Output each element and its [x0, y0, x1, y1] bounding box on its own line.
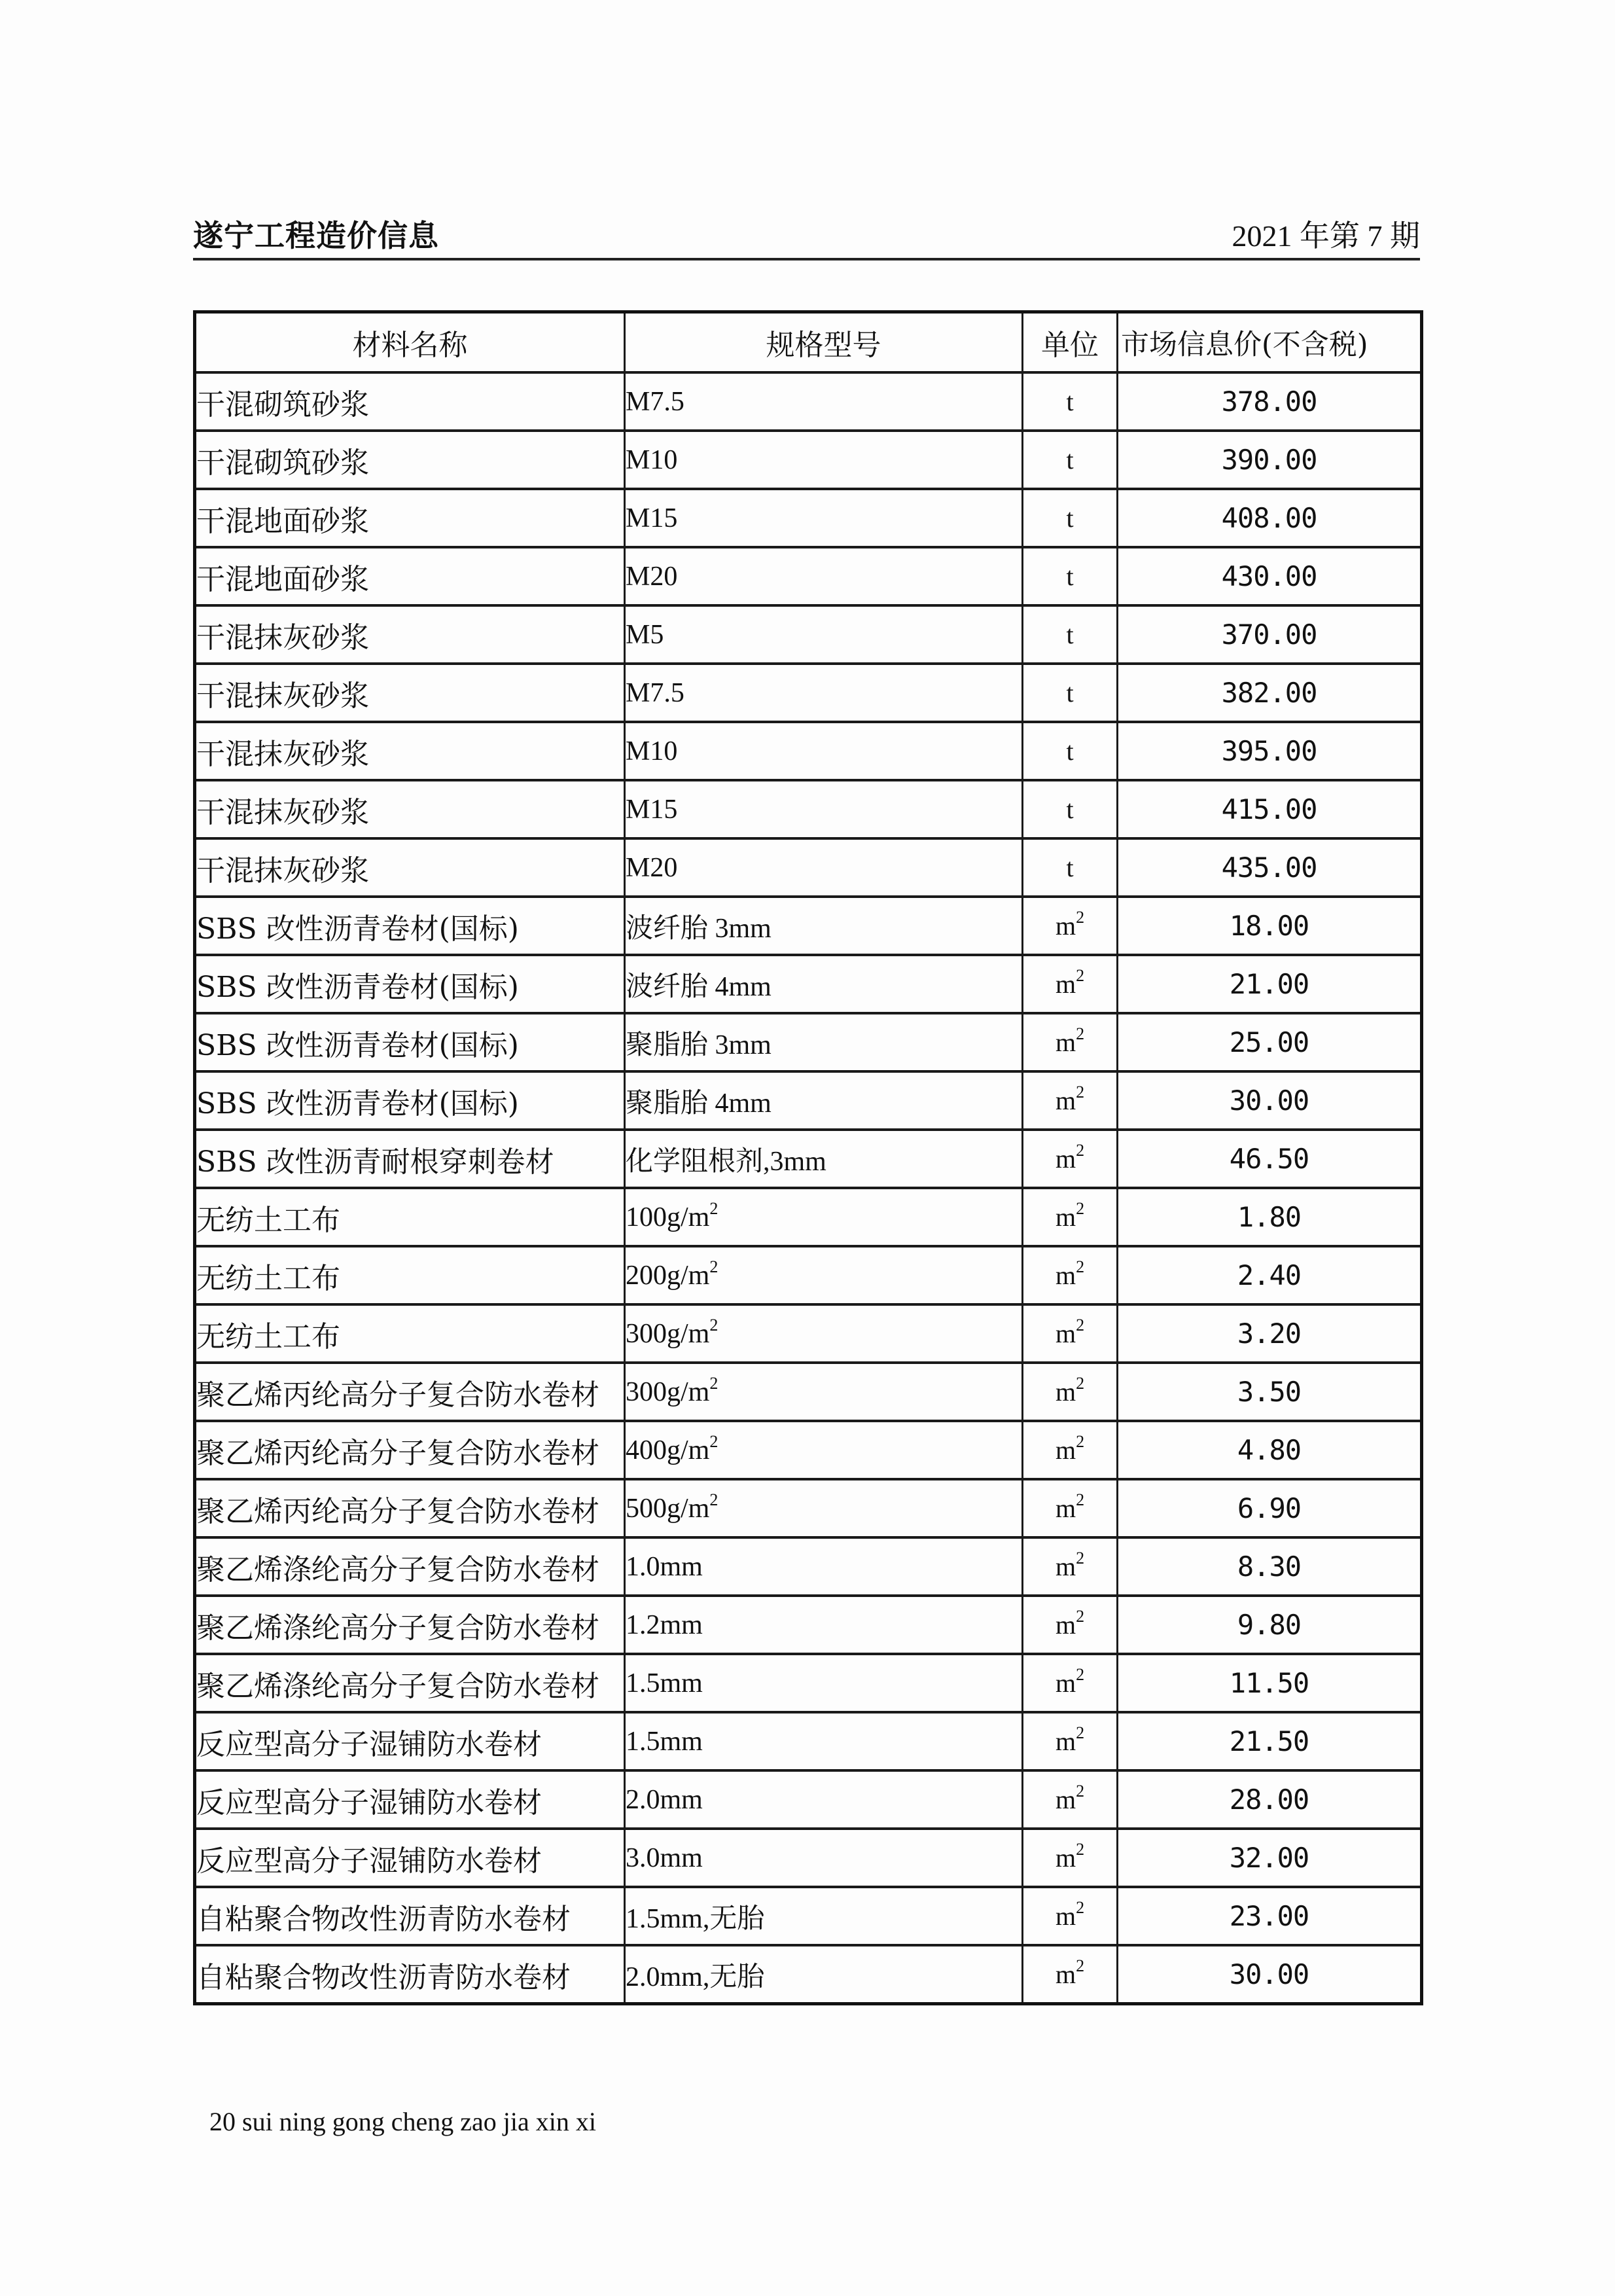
cell-spec [625, 664, 1023, 722]
cell-spec-text: 2.0mm,无胎 [626, 1962, 765, 1992]
column-header-material-name: 材料名称 [195, 312, 625, 373]
superscript-exponent: 2 [1076, 1723, 1085, 1742]
cell-spec [625, 1246, 1023, 1304]
cell-spec [625, 1945, 1023, 2004]
cell-unit-text: m [1055, 1901, 1076, 1931]
cell-price [1118, 1654, 1422, 1712]
cell-spec [625, 780, 1023, 838]
cell-unit-text: m [1055, 969, 1076, 999]
cell-price-text: 21.00 [1229, 968, 1309, 1000]
cell-price [1118, 1479, 1422, 1537]
superscript-exponent: 2 [709, 1315, 719, 1335]
cell-spec-text: 聚脂胎 3mm [626, 1030, 772, 1060]
cell-unit [1023, 955, 1118, 1013]
cell-material-name [195, 1712, 625, 1770]
cell-spec-text: 1.5mm [626, 1726, 703, 1757]
cell-material-name-text: SBS 改性沥青卷材(国标) [196, 1086, 519, 1121]
cell-price [1118, 722, 1422, 780]
table-row [195, 1770, 1422, 1829]
cell-spec-text: 200g/m [626, 1260, 710, 1291]
superscript-exponent: 2 [1076, 908, 1085, 927]
cell-unit [1023, 1188, 1118, 1246]
cell-material-name [195, 1479, 625, 1537]
cell-unit-text: m [1055, 1960, 1076, 1989]
cell-spec [625, 838, 1023, 897]
cell-spec-text: M20 [626, 852, 678, 883]
cell-spec [625, 1130, 1023, 1188]
cell-unit [1023, 1712, 1118, 1770]
cell-spec-text: 波纤胎 3mm [626, 913, 772, 944]
table-row [195, 1363, 1422, 1421]
cell-material-name [195, 1188, 625, 1246]
cell-spec [625, 1421, 1023, 1479]
cell-unit [1023, 780, 1118, 838]
cell-unit-text: m [1055, 1843, 1076, 1873]
cell-spec-text: 400g/m [626, 1435, 710, 1465]
table-row [195, 1130, 1422, 1188]
cell-spec-text: M7.5 [626, 677, 684, 708]
cell-price [1118, 431, 1422, 489]
cell-unit [1023, 897, 1118, 955]
table-row [195, 838, 1422, 897]
cell-price [1118, 1887, 1422, 1945]
cell-material-name [195, 722, 625, 780]
cell-price [1118, 372, 1422, 431]
cell-price [1118, 780, 1422, 838]
table-row [195, 372, 1422, 431]
cell-material-name-text: SBS 改性沥青耐根穿刺卷材 [196, 1145, 554, 1179]
cell-material-name [195, 664, 625, 722]
cell-spec [625, 605, 1023, 664]
cell-spec-text: 2.0mm [626, 1784, 703, 1815]
superscript-exponent: 2 [1076, 1956, 1085, 1975]
cell-material-name [195, 780, 625, 838]
cell-spec-text: M20 [626, 561, 678, 592]
cell-unit [1023, 1421, 1118, 1479]
cell-spec [625, 372, 1023, 431]
cell-price [1118, 1712, 1422, 1770]
cell-spec-text: 3.0mm [626, 1842, 703, 1873]
cell-unit [1023, 1770, 1118, 1829]
cell-spec-text: 1.5mm,无胎 [626, 1903, 765, 1934]
cell-price [1118, 1829, 1422, 1887]
cell-spec [625, 1596, 1023, 1654]
cell-unit-text: m [1055, 1144, 1076, 1174]
superscript-exponent: 2 [1076, 1199, 1085, 1218]
cell-material-name-text: 干混抹灰砂浆 [196, 679, 369, 713]
cell-spec [625, 897, 1023, 955]
cell-unit-text: m [1055, 1435, 1076, 1465]
cell-unit [1023, 605, 1118, 664]
cell-material-name-text: 干混抹灰砂浆 [196, 620, 369, 655]
cell-price-text: 18.00 [1229, 910, 1309, 942]
superscript-exponent: 2 [1076, 1607, 1085, 1626]
cell-unit-text: t [1066, 503, 1074, 533]
column-header-price: 市场信息价(不含税) [1118, 312, 1422, 373]
cell-unit [1023, 1246, 1118, 1304]
cell-material-name-text: 聚乙烯涤纶高分子复合防水卷材 [196, 1552, 599, 1587]
cell-unit-text: t [1066, 620, 1074, 649]
cell-spec [625, 431, 1023, 489]
page-number: 20 [209, 2107, 236, 2136]
cell-unit [1023, 1130, 1118, 1188]
superscript-exponent: 2 [1076, 1432, 1085, 1451]
cell-price-text: 32.00 [1229, 1842, 1309, 1874]
cell-unit-text: t [1066, 795, 1074, 824]
cell-material-name-text: 聚乙烯涤纶高分子复合防水卷材 [196, 1669, 599, 1703]
cell-material-name [195, 1130, 625, 1188]
cell-price [1118, 955, 1422, 1013]
superscript-exponent: 2 [1076, 1840, 1085, 1859]
superscript-exponent: 2 [1076, 1257, 1085, 1276]
footer-text: sui ning gong cheng zao jia xin xi [242, 2107, 597, 2136]
column-header-unit: 单位 [1023, 312, 1118, 373]
cell-spec [625, 1887, 1023, 1945]
cell-price [1118, 1945, 1422, 2004]
cell-material-name-text: 聚乙烯丙纶高分子复合防水卷材 [196, 1378, 599, 1412]
cell-material-name-text: 自粘聚合物改性沥青防水卷材 [196, 1960, 571, 1994]
cell-spec-text: 波纤胎 4mm [626, 971, 772, 1002]
cell-material-name [195, 1537, 625, 1596]
cell-material-name-text: 聚乙烯丙纶高分子复合防水卷材 [196, 1436, 599, 1470]
cell-price-text: 8.30 [1237, 1551, 1302, 1583]
superscript-exponent: 2 [709, 1373, 719, 1393]
page-footer [209, 2106, 596, 2137]
cell-material-name-text: 无纺土工布 [196, 1261, 340, 1295]
issue-label: 2021 年第 7 期 [1232, 219, 1420, 253]
cell-price-text: 6.90 [1237, 1492, 1302, 1524]
cell-material-name-text: 聚乙烯丙纶高分子复合防水卷材 [196, 1494, 599, 1528]
table-row [195, 1071, 1422, 1130]
cell-unit-text: t [1066, 387, 1074, 416]
cell-unit [1023, 664, 1118, 722]
superscript-exponent: 2 [709, 1490, 719, 1509]
cell-unit [1023, 372, 1118, 431]
cell-material-name [195, 1363, 625, 1421]
cell-unit-text: t [1066, 445, 1074, 475]
table-row [195, 1596, 1422, 1654]
cell-spec-text: M15 [626, 794, 678, 825]
cell-spec-text: 300g/m [626, 1318, 710, 1349]
cell-unit [1023, 1654, 1118, 1712]
cell-price-text: 395.00 [1221, 735, 1317, 767]
cell-material-name [195, 1071, 625, 1130]
table-row [195, 955, 1422, 1013]
cell-spec [625, 1013, 1023, 1071]
cell-price [1118, 1071, 1422, 1130]
cell-price [1118, 1188, 1422, 1246]
superscript-exponent: 2 [1076, 1898, 1085, 1917]
cell-unit [1023, 1304, 1118, 1363]
cell-unit-text: m [1055, 1319, 1076, 1348]
cell-unit [1023, 547, 1118, 605]
cell-spec-text: M10 [626, 736, 678, 766]
cell-price [1118, 1537, 1422, 1596]
cell-unit [1023, 1829, 1118, 1887]
superscript-exponent: 2 [709, 1431, 719, 1451]
cell-spec-text: 500g/m [626, 1493, 710, 1524]
cell-material-name-text: SBS 改性沥青卷材(国标) [196, 970, 519, 1004]
cell-unit-text: t [1066, 678, 1074, 708]
cell-unit-text: m [1055, 1494, 1076, 1523]
cell-material-name [195, 1246, 625, 1304]
table-row [195, 1712, 1422, 1770]
cell-material-name [195, 372, 625, 431]
cell-price [1118, 489, 1422, 547]
cell-price-text: 30.00 [1229, 1958, 1309, 1990]
cell-material-name-text: SBS 改性沥青卷材(国标) [196, 912, 519, 946]
cell-price [1118, 1013, 1422, 1071]
cell-material-name [195, 838, 625, 897]
cell-price [1118, 838, 1422, 897]
table-row [195, 1479, 1422, 1537]
cell-unit-text: m [1055, 911, 1076, 941]
cell-material-name-text: 干混地面砂浆 [196, 562, 369, 596]
superscript-exponent: 2 [709, 1198, 719, 1218]
cell-price [1118, 1421, 1422, 1479]
cell-unit [1023, 489, 1118, 547]
cell-spec [625, 1479, 1023, 1537]
cell-price [1118, 664, 1422, 722]
cell-material-name [195, 1654, 625, 1712]
cell-material-name [195, 1421, 625, 1479]
cell-unit-text: m [1055, 1028, 1076, 1057]
cell-spec-text: M10 [626, 444, 678, 475]
table-row [195, 780, 1422, 838]
cell-material-name-text: 干混地面砂浆 [196, 504, 369, 538]
table-row [195, 722, 1422, 780]
cell-price-text: 2.40 [1237, 1259, 1302, 1291]
table-row [195, 897, 1422, 955]
cell-price-text: 21.50 [1229, 1725, 1309, 1757]
cell-price [1118, 1130, 1422, 1188]
cell-price-text: 11.50 [1229, 1667, 1309, 1699]
cell-price [1118, 1596, 1422, 1654]
table-row [195, 664, 1422, 722]
cell-spec-text: 化学阻根剂,3mm [626, 1146, 826, 1177]
cell-price [1118, 1304, 1422, 1363]
cell-price-text: 378.00 [1221, 386, 1317, 418]
cell-unit-text: t [1066, 562, 1074, 591]
cell-spec [625, 1363, 1023, 1421]
cell-price [1118, 605, 1422, 664]
cell-spec [625, 1304, 1023, 1363]
superscript-exponent: 2 [1076, 1549, 1085, 1568]
cell-material-name-text: 聚乙烯涤纶高分子复合防水卷材 [196, 1611, 599, 1645]
cell-material-name-text: 反应型高分子湿铺防水卷材 [196, 1785, 542, 1820]
cell-unit-text: m [1055, 1552, 1076, 1581]
cell-price [1118, 1770, 1422, 1829]
cell-unit-text: t [1066, 736, 1074, 766]
cell-price-text: 408.00 [1221, 502, 1317, 534]
cell-price-text: 382.00 [1221, 677, 1317, 709]
cell-price-text: 390.00 [1221, 444, 1317, 476]
cell-price-text: 370.00 [1221, 619, 1317, 651]
cell-price [1118, 1246, 1422, 1304]
cell-unit-text: m [1055, 1610, 1076, 1640]
cell-material-name [195, 955, 625, 1013]
table-row [195, 1188, 1422, 1246]
cell-spec-text: 100g/m [626, 1202, 710, 1232]
cell-material-name-text: 反应型高分子湿铺防水卷材 [196, 1727, 542, 1761]
superscript-exponent: 2 [709, 1257, 719, 1276]
superscript-exponent: 2 [1076, 1665, 1085, 1684]
cell-spec [625, 1712, 1023, 1770]
cell-unit [1023, 1479, 1118, 1537]
cell-material-name [195, 547, 625, 605]
cell-price-text: 435.00 [1221, 852, 1317, 884]
superscript-exponent: 2 [1076, 1141, 1085, 1160]
cell-spec-text: 聚脂胎 4mm [626, 1088, 772, 1119]
cell-unit-text: m [1055, 1668, 1076, 1698]
cell-price-text: 46.50 [1229, 1143, 1309, 1175]
cell-unit-text: m [1055, 1086, 1076, 1115]
table-row [195, 1421, 1422, 1479]
cell-material-name-text: SBS 改性沥青卷材(国标) [196, 1028, 519, 1062]
table-row [195, 1829, 1422, 1887]
cell-material-name-text: 干混砌筑砂浆 [196, 446, 369, 480]
running-header [193, 208, 1420, 255]
cell-unit [1023, 1945, 1118, 2004]
cell-material-name-text: 无纺土工布 [196, 1319, 340, 1354]
cell-material-name-text: 干混抹灰砂浆 [196, 853, 369, 888]
price-table [193, 310, 1423, 2005]
cell-unit [1023, 1537, 1118, 1596]
table-row [195, 1246, 1422, 1304]
cell-unit [1023, 838, 1118, 897]
cell-spec [625, 1829, 1023, 1887]
table-row [195, 605, 1422, 664]
cell-price-text: 25.00 [1229, 1026, 1309, 1058]
cell-unit [1023, 431, 1118, 489]
cell-material-name-text: 干混抹灰砂浆 [196, 795, 369, 829]
cell-material-name [195, 605, 625, 664]
cell-spec-text: 300g/m [626, 1376, 710, 1407]
cell-material-name [195, 1013, 625, 1071]
cell-material-name-text: 无纺土工布 [196, 1203, 340, 1237]
cell-spec-text: 1.0mm [626, 1551, 703, 1582]
cell-price-text: 4.80 [1237, 1434, 1302, 1466]
cell-spec-text: 1.2mm [626, 1609, 703, 1640]
publication-title: 遂宁工程造价信息 [193, 218, 439, 253]
cell-unit [1023, 1596, 1118, 1654]
cell-spec [625, 1654, 1023, 1712]
cell-unit-text: m [1055, 1261, 1076, 1290]
cell-material-name [195, 1945, 625, 2004]
table-row [195, 1654, 1422, 1712]
table-body [195, 372, 1422, 2004]
cell-price [1118, 547, 1422, 605]
cell-unit [1023, 1071, 1118, 1130]
cell-material-name [195, 1887, 625, 1945]
superscript-exponent: 2 [1076, 1782, 1085, 1801]
table-row [195, 1537, 1422, 1596]
column-header-spec: 规格型号 [625, 312, 1023, 373]
cell-unit-text: m [1055, 1202, 1076, 1232]
cell-price-text: 30.00 [1229, 1085, 1309, 1117]
cell-material-name [195, 1770, 625, 1829]
cell-unit-text: t [1066, 853, 1074, 882]
table-row [195, 431, 1422, 489]
cell-spec-text: M5 [626, 619, 664, 650]
cell-spec [625, 1770, 1023, 1829]
cell-unit [1023, 1887, 1118, 1945]
cell-spec [625, 722, 1023, 780]
cell-unit [1023, 1013, 1118, 1071]
table-header-row [195, 312, 1422, 373]
cell-price-text: 430.00 [1221, 560, 1317, 592]
cell-material-name [195, 1596, 625, 1654]
header-rule [193, 258, 1420, 260]
cell-material-name [195, 1829, 625, 1887]
cell-price-text: 415.00 [1221, 793, 1317, 825]
cell-price [1118, 1363, 1422, 1421]
cell-spec [625, 489, 1023, 547]
cell-price-text: 28.00 [1229, 1784, 1309, 1816]
cell-spec-text: M15 [626, 503, 678, 533]
cell-material-name [195, 489, 625, 547]
superscript-exponent: 2 [1076, 1316, 1085, 1335]
table-row [195, 1887, 1422, 1945]
cell-unit-text: m [1055, 1727, 1076, 1756]
cell-spec [625, 1537, 1023, 1596]
superscript-exponent: 2 [1076, 1083, 1085, 1102]
table-row [195, 547, 1422, 605]
cell-price-text: 1.80 [1237, 1201, 1302, 1233]
cell-spec [625, 1188, 1023, 1246]
cell-price-text: 23.00 [1229, 1900, 1309, 1932]
superscript-exponent: 2 [1076, 966, 1085, 985]
cell-unit [1023, 722, 1118, 780]
cell-price-text: 3.50 [1237, 1376, 1302, 1408]
cell-spec [625, 1071, 1023, 1130]
cell-material-name-text: 自粘聚合物改性沥青防水卷材 [196, 1902, 571, 1936]
cell-spec-text: 1.5mm [626, 1668, 703, 1698]
cell-material-name [195, 431, 625, 489]
cell-material-name-text: 反应型高分子湿铺防水卷材 [196, 1844, 542, 1878]
cell-spec [625, 547, 1023, 605]
cell-price-text: 3.20 [1237, 1318, 1302, 1350]
superscript-exponent: 2 [1076, 1024, 1085, 1043]
cell-price-text: 9.80 [1237, 1609, 1302, 1641]
superscript-exponent: 2 [1076, 1490, 1085, 1509]
cell-material-name [195, 897, 625, 955]
table-row [195, 1304, 1422, 1363]
cell-unit [1023, 1363, 1118, 1421]
cell-spec-text: M7.5 [626, 386, 684, 417]
table-row [195, 1013, 1422, 1071]
cell-unit-text: m [1055, 1377, 1076, 1407]
cell-material-name-text: 干混抹灰砂浆 [196, 737, 369, 771]
cell-spec [625, 955, 1023, 1013]
cell-price [1118, 897, 1422, 955]
cell-material-name [195, 1304, 625, 1363]
cell-unit-text: m [1055, 1785, 1076, 1814]
table-row [195, 1945, 1422, 2004]
superscript-exponent: 2 [1076, 1374, 1085, 1393]
table-row [195, 489, 1422, 547]
cell-material-name-text: 干混砌筑砂浆 [196, 387, 369, 422]
